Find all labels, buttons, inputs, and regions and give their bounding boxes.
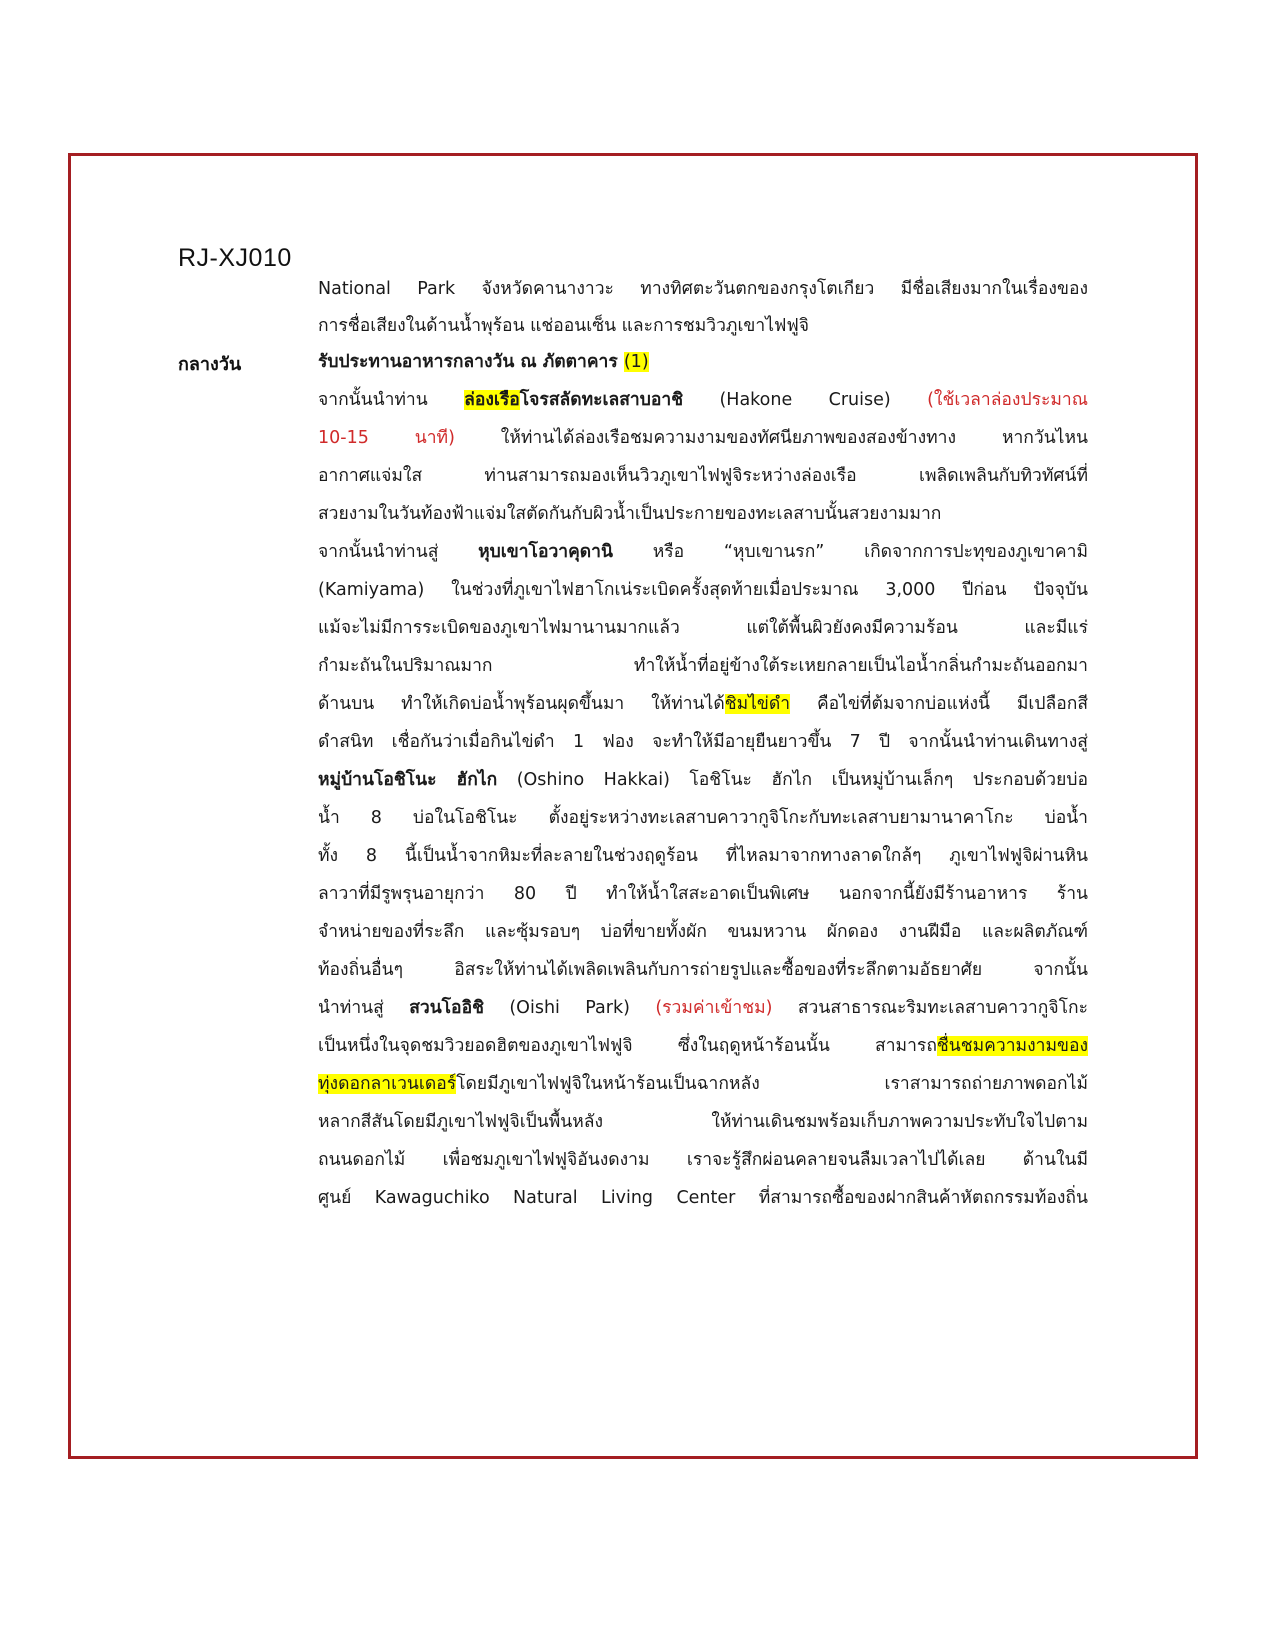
text-line: อากาศแจ่มใส ท่านสามารถมองเห็นวิวภูเขาไฟฟูจิระหว่างล่องเรือ เพลิดเพลินกับทิวทัศน์ที่ <box>318 466 1088 486</box>
lunch-label: กลางวัน <box>178 354 242 375</box>
duration-note: (ใช้เวลาล่องประมาณ <box>927 390 1088 410</box>
text-line: จำหน่ายของที่ระลึก และซุ้มรอบๆ บ่อที่ขายทั้งผัก ขนมหวาน ผักดอง งานฝีมือ และผลิตภัณฑ์ <box>318 922 1088 942</box>
text-line: ทุ่งดอกลาเวนเดอร์โดยมีภูเขาไฟฟูจิในหน้าร้อนเป็นฉากหลัง เราสามารถถ่ายภาพดอกไม้ <box>318 1074 1088 1094</box>
text-line: เป็นหนึ่งในจุดชมวิวยอดฮิตของภูเขาไฟฟูจิ ซึ่งในฤดูหน้าร้อนนั้น สามารถชื่นชมความงามของ <box>318 1036 1088 1056</box>
text-line: ลาวาที่มีรูพรุนอายุกว่า 80 ปี ทำให้น้ำใสสะอาดเป็นพิเศษ นอกจากนี้ยังมีร้านอาหาร ร้าน <box>318 884 1088 904</box>
text-line: จากนั้นนำท่าน ล่องเรือโจรสลัดทะเลสาบอาชิ (Hakone Cruise) (ใช้เวลาล่องประมาณ <box>318 390 1088 410</box>
owakudani-name: หุบเขาโอวาคุดานิ <box>478 542 613 562</box>
text-line: หลากสีสันโดยมีภูเขาไฟฟูจิเป็นพื้นหลัง ให้ท่านเดินชมพร้อมเก็บภาพความประทับใจไปตาม <box>318 1112 1088 1132</box>
meal-code-highlight: (1) <box>623 352 649 372</box>
text-line: (Kamiyama) ในช่วงที่ภูเขาไฟฮาโกเน่ระเบิดครั้งสุดท้ายเมื่อประมาณ 3,000 ปีก่อน ปัจจุบัน <box>318 580 1088 600</box>
text-line: National Park จังหวัดคานางาวะ ทางทิศตะวันตกของกรุงโตเกียว มีชื่อเสียงมากในเรื่องของ <box>318 279 1088 299</box>
text-line: แม้จะไม่มีการระเบิดของภูเขาไฟมานานมากแล้ว แต่ใต้พื้นผิวยังคงมีความร้อน และมีแร่ <box>318 618 1088 638</box>
lavender-highlight: ทุ่งดอกลาเวนเดอร์ <box>318 1074 457 1094</box>
tour-code: RJ-XJ010 <box>178 244 292 272</box>
text-line: ด้านบน ทำให้เกิดบ่อน้ำพุร้อนผุดขึ้นมา ให้ท่านได้ชิมไข่ดำ คือไข่ที่ต้มจากบ่อแห่งนี้ มีเปลือกสี <box>318 694 1089 714</box>
text-line: นำท่านสู่ สวนโออิชิ (Oishi Park) (รวมค่าเข้าชม) สวนสาธารณะริมทะเลสาบคาวากูจิโกะ <box>318 998 1088 1018</box>
text-line: ศูนย์ Kawaguchiko Natural Living Center ที่สามารถซื้อของฝากสินค้าหัตถกรรมท้องถิ่น <box>318 1188 1088 1208</box>
cruise-highlight: ล่องเรือ <box>464 390 520 410</box>
text-line: หมู่บ้านโอชิโนะ ฮักไก (Oshino Hakkai) โอชิโนะ ฮักไก เป็นหมู่บ้านเล็กๆ ประกอบด้วยบ่อ <box>318 770 1088 790</box>
text-line: ทั้ง 8 นี้เป็นน้ำจากหิมะที่ละลายในช่วงฤดูร้อน ที่ไหลมาจากทางลาดใกล้ๆ ภูเขาไฟฟูจิผ่านหิน <box>318 846 1088 866</box>
text-line: สวยงามในวันท้องฟ้าแจ่มใสตัดกันกับผิวน้ำเป็นประกายของทะเลสาบนั้นสวยงามมาก <box>318 504 942 524</box>
text-line: 10-15 นาที) ให้ท่านได้ล่องเรือชมความงามของทัศนียภาพของสองข้างทาง หากวันไหน <box>318 428 1088 448</box>
text-line: ดำสนิท เชื่อกันว่าเมื่อกินไข่ดำ 1 ฟอง จะทำให้มีอายุยืนยาวขึ้น 7 ปี จากนั้นนำท่านเดินทางสู่ <box>318 732 1088 752</box>
text-line: ถนนดอกไม้ เพื่อชมภูเขาไฟฟูจิอันงดงาม เราจะรู้สึกผ่อนคลายจนลืมเวลาไปได้เลย ด้านในมี <box>318 1150 1088 1170</box>
text-line: กำมะถันในปริมาณมาก ทำให้น้ำที่อยู่ข้างใต้ระเหยกลายเป็นไอน้ำกลิ่นกำมะถันออกมา <box>318 656 1088 676</box>
oshino-hakkai-name: หมู่บ้านโอชิโนะ ฮักไก <box>318 770 498 790</box>
text-line: น้ำ 8 บ่อในโอชิโนะ ตั้งอยู่ระหว่างทะเลสาบคาวากูจิโกะกับทะเลสาบยามานาคาโกะ บ่อน้ำ <box>318 808 1088 828</box>
oishi-park-name: สวนโออิชิ <box>409 998 484 1018</box>
black-egg-highlight: ชิมไข่ดำ <box>724 694 791 714</box>
lavender-highlight: ชื่นชมความงามของ <box>936 1036 1088 1056</box>
text-line: จากนั้นนำท่านสู่ หุบเขาโอวาคุดานิ หรือ “หุบเขานรก” เกิดจากการปะทุของภูเขาคามิ <box>318 542 1088 562</box>
admission-note: (รวมค่าเข้าชม) <box>655 998 773 1018</box>
text-line: ท้องถิ่นอื่นๆ อิสระให้ท่านได้เพลิดเพลินกับการถ่ายรูปและซื้อของที่ระลึกตามอัธยาศัย จากนั้น <box>318 960 1088 980</box>
lunch-line: รับประทานอาหารกลางวัน ณ ภัตตาคาร (1) <box>318 352 649 372</box>
duration-note: 10-15 นาที) <box>318 428 455 448</box>
text-line: การชื่อเสียงในด้านน้ำพุร้อน แช่ออนเซ็น และการชมวิวภูเขาไฟฟูจิ <box>318 316 810 336</box>
